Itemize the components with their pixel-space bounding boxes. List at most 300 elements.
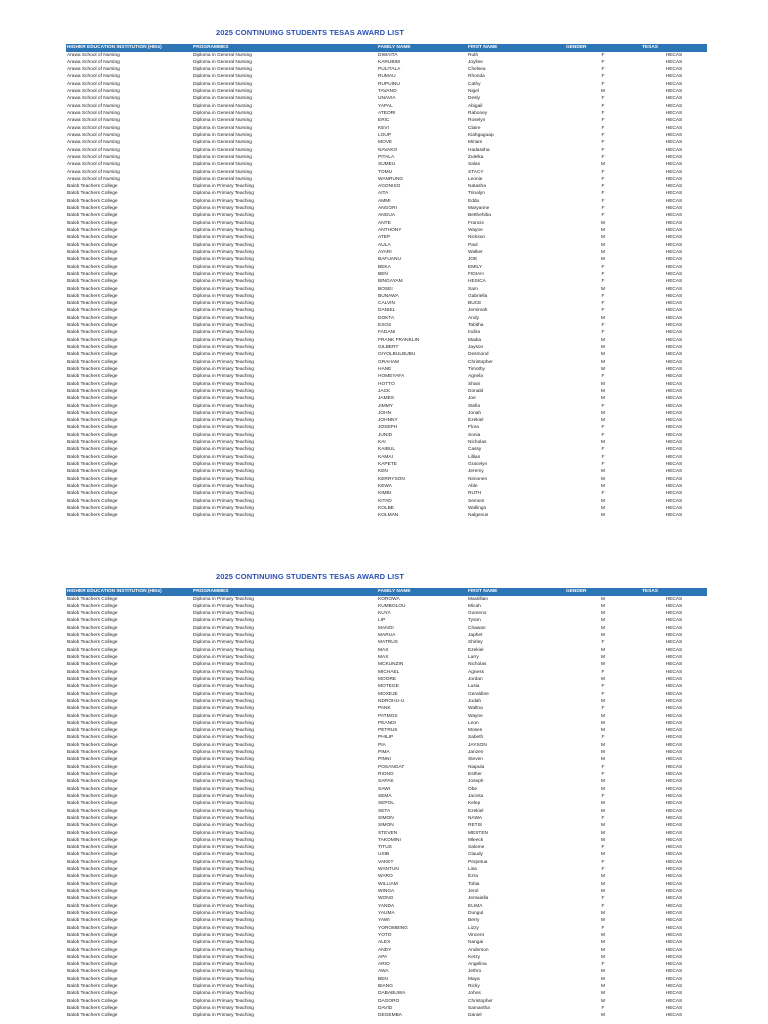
cell-family-name: KAIBUL bbox=[378, 447, 396, 453]
cell-family-name: VAKET bbox=[378, 859, 394, 865]
cell-family-name: TOMU bbox=[378, 169, 393, 175]
cell-first-name: Ricky bbox=[468, 984, 480, 990]
cell-tesas: HECAS bbox=[665, 198, 683, 204]
cell-tesas: HECAS bbox=[665, 918, 683, 924]
cell-hei: Balob Teachers College bbox=[67, 779, 118, 785]
cell-tesas: HECAS bbox=[665, 823, 683, 829]
cell-hei: Balob Teachers College bbox=[67, 1006, 118, 1011]
cell-gender: F bbox=[601, 793, 605, 799]
cell-tesas: HECAS bbox=[665, 432, 683, 438]
cell-family-name: LOUP bbox=[378, 132, 392, 138]
cell-gender: F bbox=[601, 147, 605, 153]
header-gender: GENDER bbox=[565, 44, 641, 52]
cell-gender: M bbox=[601, 984, 605, 990]
cell-family-name: MATRUS bbox=[378, 640, 398, 646]
cell-gender: M bbox=[601, 991, 605, 997]
cell-first-name: Jacinta bbox=[468, 793, 484, 799]
table-row bbox=[66, 307, 707, 314]
cell-tesas: HECAS bbox=[665, 618, 683, 624]
cell-first-name: Jethro bbox=[468, 969, 482, 975]
cell-family-name: MOVE bbox=[378, 140, 393, 146]
cell-family-name: ANDY bbox=[378, 947, 392, 953]
cell-programme: Diploma in Primary Teaching bbox=[193, 228, 254, 233]
cell-programme: Diploma in Primary Teaching bbox=[193, 235, 254, 241]
cell-tesas: HECAS bbox=[665, 969, 683, 975]
cell-hei: Balob Teachers College bbox=[67, 396, 118, 402]
cell-gender: M bbox=[601, 932, 605, 938]
cell-family-name: RUMAU bbox=[378, 74, 396, 80]
cell-hei: Balob Teachers College bbox=[67, 881, 118, 887]
cell-hei: Balob Teachers College bbox=[67, 925, 118, 931]
cell-programme: Diploma in General Nursing bbox=[193, 89, 252, 95]
cell-tesas: HECAS bbox=[665, 815, 683, 821]
cell-tesas: HECAS bbox=[665, 603, 683, 609]
cell-family-name: GRAHAM bbox=[378, 359, 400, 365]
cell-programme: Diploma in Primary Teaching bbox=[193, 742, 254, 748]
table-row bbox=[66, 837, 707, 844]
cell-tesas: HECAS bbox=[665, 345, 683, 350]
cell-programme: Diploma in Primary Teaching bbox=[193, 647, 254, 653]
cell-family-name: TAVANO bbox=[378, 89, 397, 95]
cell-hei: Balob Teachers College bbox=[67, 440, 118, 446]
table-row bbox=[66, 300, 707, 307]
cell-family-name: SAPAK bbox=[378, 779, 394, 785]
cell-family-name: PIA bbox=[378, 742, 386, 748]
table-row bbox=[66, 359, 707, 366]
cell-programme: Diploma in Primary Teaching bbox=[193, 815, 254, 821]
cell-programme: Diploma in Primary Teaching bbox=[193, 962, 254, 968]
table-row bbox=[66, 983, 707, 990]
cell-hei: Balob Teachers College bbox=[67, 418, 118, 424]
cell-family-name: KEVI bbox=[378, 125, 389, 131]
cell-family-name: YOROMBING bbox=[378, 925, 408, 931]
table-row bbox=[66, 512, 707, 519]
table-row bbox=[66, 81, 707, 88]
cell-first-name: Paul bbox=[468, 242, 478, 248]
cell-hei: Balob Teachers College bbox=[67, 381, 118, 387]
cell-programme: Diploma in Primary Teaching bbox=[193, 432, 254, 438]
table-row bbox=[66, 424, 707, 431]
cell-gender: M bbox=[601, 596, 605, 602]
cell-gender: F bbox=[601, 772, 605, 777]
table-row bbox=[66, 764, 707, 771]
cell-gender: F bbox=[601, 52, 605, 58]
cell-programme: Diploma in Primary Teaching bbox=[193, 684, 254, 690]
table-row bbox=[66, 669, 707, 676]
cell-hei: Balob Teachers College bbox=[67, 1013, 118, 1019]
cell-tesas: HECAS bbox=[665, 425, 683, 431]
cell-first-name: Hadassha bbox=[468, 147, 490, 153]
cell-hei: Balob Teachers College bbox=[67, 476, 118, 482]
cell-gender: M bbox=[601, 998, 605, 1004]
cell-family-name: KOLMAN bbox=[378, 513, 399, 519]
cell-first-name: Cassy bbox=[468, 447, 482, 453]
cell-gender: M bbox=[601, 618, 605, 624]
cell-hei: Balob Teachers College bbox=[67, 728, 118, 734]
table-row bbox=[66, 476, 707, 483]
cell-first-name: Ketzy bbox=[468, 954, 480, 960]
cell-tesas: HECAS bbox=[665, 206, 683, 212]
cell-gender: F bbox=[601, 96, 605, 102]
cell-tesas: HECAS bbox=[665, 154, 683, 160]
table-row bbox=[66, 505, 707, 512]
cell-programme: Diploma in Primary Teaching bbox=[193, 932, 254, 938]
cell-first-name: Semion bbox=[468, 498, 485, 504]
cell-programme: Diploma in Primary Teaching bbox=[193, 735, 254, 741]
table-row bbox=[66, 52, 707, 59]
cell-hei: Balob Teachers College bbox=[67, 235, 118, 241]
cell-gender: F bbox=[601, 735, 605, 741]
cell-family-name: BEN bbox=[378, 271, 388, 277]
cell-tesas: HECAS bbox=[665, 293, 683, 299]
cell-gender: M bbox=[601, 1013, 605, 1019]
cell-family-name: JOHNNY bbox=[378, 418, 398, 424]
cell-programme: Diploma in Primary Teaching bbox=[193, 676, 254, 682]
cell-hei: Arawa School of Nursing bbox=[67, 81, 120, 87]
cell-first-name: Waltna bbox=[468, 706, 483, 712]
table-row bbox=[66, 315, 707, 322]
cell-tesas: HECAS bbox=[665, 191, 683, 197]
header-programmes: PROGRAMMES bbox=[192, 588, 377, 596]
cell-first-name: Flora bbox=[468, 425, 479, 431]
cell-programme: Diploma in Primary Teaching bbox=[193, 271, 254, 277]
cell-first-name: Geraldine bbox=[468, 691, 489, 697]
cell-family-name: JACK bbox=[378, 388, 391, 394]
cell-tesas: HECAS bbox=[665, 954, 683, 960]
cell-tesas: HECAS bbox=[665, 859, 683, 865]
cell-programme: Diploma in General Nursing bbox=[193, 147, 252, 153]
cell-programme: Diploma in Primary Teaching bbox=[193, 896, 254, 902]
cell-gender: F bbox=[601, 118, 605, 124]
cell-first-name: Micah bbox=[468, 603, 481, 609]
table-header-row bbox=[66, 588, 707, 596]
cell-first-name: Andy bbox=[468, 315, 479, 321]
cell-hei: Balob Teachers College bbox=[67, 720, 118, 726]
cell-hei: Arawa School of Nursing bbox=[67, 103, 120, 109]
cell-first-name: Lizzy bbox=[468, 925, 479, 931]
table-row bbox=[66, 468, 707, 475]
cell-first-name: Leon bbox=[468, 720, 479, 726]
cell-first-name: Indira bbox=[468, 330, 480, 336]
cell-gender: M bbox=[601, 728, 605, 734]
cell-first-name: Madia bbox=[468, 337, 482, 343]
cell-gender: F bbox=[601, 81, 605, 87]
cell-family-name: ATEP bbox=[378, 235, 391, 241]
cell-family-name: TITUS bbox=[378, 845, 392, 851]
cell-first-name: Zulelka bbox=[468, 154, 484, 160]
cell-hei: Balob Teachers College bbox=[67, 889, 118, 894]
cell-programme: Diploma in Primary Teaching bbox=[193, 249, 254, 255]
cell-family-name: SIMON bbox=[378, 815, 394, 821]
cell-family-name: RUPUINU bbox=[378, 81, 400, 87]
cell-first-name: Ezra bbox=[468, 874, 478, 880]
cell-family-name: YAUMA bbox=[378, 910, 395, 916]
cell-tesas: HECAS bbox=[665, 750, 683, 756]
cell-programme: Diploma in Primary Teaching bbox=[193, 889, 254, 894]
cell-family-name: PITALA bbox=[378, 154, 395, 160]
cell-family-name: KAMAI bbox=[378, 454, 393, 460]
table-row bbox=[66, 800, 707, 807]
table-row bbox=[66, 117, 707, 124]
cell-tesas: HECAS bbox=[665, 242, 683, 248]
cell-programme: Diploma in Primary Teaching bbox=[193, 691, 254, 697]
cell-gender: F bbox=[601, 184, 605, 190]
table-row bbox=[66, 888, 707, 895]
cell-family-name: BEN bbox=[378, 976, 388, 982]
cell-programme: Diploma in Primary Teaching bbox=[193, 750, 254, 756]
cell-tesas: HECAS bbox=[665, 125, 683, 131]
cell-first-name: Lisa bbox=[468, 867, 477, 873]
cell-first-name: Salas bbox=[468, 162, 480, 168]
cell-first-name: Maryanne bbox=[468, 206, 490, 212]
cell-family-name: WILLIAM bbox=[378, 881, 398, 887]
cell-family-name: KITAD bbox=[378, 498, 392, 504]
cell-hei: Balob Teachers College bbox=[67, 669, 118, 675]
cell-programme: Diploma in Primary Teaching bbox=[193, 462, 254, 467]
cell-gender: F bbox=[601, 330, 605, 336]
cell-first-name: Sam bbox=[468, 286, 478, 292]
cell-gender: F bbox=[601, 279, 605, 285]
cell-tesas: HECAS bbox=[665, 235, 683, 241]
cell-family-name: GIYOLBULBUBU bbox=[378, 352, 416, 358]
cell-programme: Diploma in Primary Teaching bbox=[193, 301, 254, 307]
table-row bbox=[66, 610, 707, 617]
cell-programme: Diploma in Primary Teaching bbox=[193, 633, 254, 639]
table-row bbox=[66, 88, 707, 95]
cell-first-name: Claudy bbox=[468, 852, 483, 858]
cell-hei: Balob Teachers College bbox=[67, 286, 118, 292]
cell-family-name: ATEORI bbox=[378, 111, 396, 116]
cell-hei: Balob Teachers College bbox=[67, 969, 118, 975]
table-row bbox=[66, 661, 707, 668]
table-row bbox=[66, 286, 707, 293]
cell-tesas: HECAS bbox=[665, 793, 683, 799]
cell-first-name: Raboney bbox=[468, 111, 488, 116]
cell-gender: F bbox=[601, 169, 605, 175]
cell-hei: Arawa School of Nursing bbox=[67, 59, 120, 65]
cell-programme: Diploma in Primary Teaching bbox=[193, 830, 254, 836]
cell-first-name: Claire bbox=[468, 125, 481, 131]
table-row bbox=[66, 329, 707, 336]
cell-gender: M bbox=[601, 366, 605, 372]
cell-family-name: AWA bbox=[378, 969, 389, 975]
cell-first-name: Daniel bbox=[468, 1013, 482, 1019]
cell-hei: Balob Teachers College bbox=[67, 454, 118, 460]
cell-first-name: Walker bbox=[468, 249, 483, 255]
cell-hei: Balob Teachers College bbox=[67, 691, 118, 697]
table-row bbox=[66, 278, 707, 285]
table-row bbox=[66, 968, 707, 975]
cell-hei: Balob Teachers College bbox=[67, 984, 118, 990]
cell-gender: M bbox=[601, 381, 605, 387]
cell-first-name: Miriam bbox=[468, 140, 483, 146]
cell-family-name: JIMMY bbox=[378, 403, 393, 409]
cell-first-name: Chelsea bbox=[468, 67, 486, 73]
table-row bbox=[66, 110, 707, 117]
table-row bbox=[66, 742, 707, 749]
cell-tesas: HECAS bbox=[665, 640, 683, 646]
cell-tesas: HECAS bbox=[665, 184, 683, 190]
table-row bbox=[66, 859, 707, 866]
cell-gender: M bbox=[601, 852, 605, 858]
cell-tesas: HECAS bbox=[665, 735, 683, 741]
cell-tesas: HECAS bbox=[665, 228, 683, 233]
cell-programme: Diploma in Primary Teaching bbox=[193, 625, 254, 631]
table-row bbox=[66, 808, 707, 815]
cell-first-name: Nicholas bbox=[468, 662, 487, 668]
cell-first-name: Jayson bbox=[468, 345, 484, 350]
cell-family-name: TAKOMINI bbox=[378, 837, 401, 843]
cell-first-name: Joseph bbox=[468, 779, 484, 785]
cell-programme: Diploma in General Nursing bbox=[193, 169, 252, 175]
cell-family-name: WANTUN bbox=[378, 867, 399, 873]
cell-tesas: HECAS bbox=[665, 772, 683, 777]
cell-programme: Diploma in Primary Teaching bbox=[193, 498, 254, 504]
cell-hei: Balob Teachers College bbox=[67, 352, 118, 358]
cell-gender: M bbox=[601, 757, 605, 763]
cell-gender: F bbox=[601, 845, 605, 851]
cell-tesas: HECAS bbox=[665, 118, 683, 124]
cell-tesas: HECAS bbox=[665, 264, 683, 270]
cell-tesas: HECAS bbox=[665, 867, 683, 873]
table-row bbox=[66, 881, 707, 888]
cell-programme: Diploma in Primary Teaching bbox=[193, 410, 254, 416]
cell-first-name: Shirley bbox=[468, 640, 483, 646]
cell-family-name: WINGA bbox=[378, 889, 395, 894]
cell-tesas: HECAS bbox=[665, 684, 683, 690]
cell-family-name: CALVIN bbox=[378, 301, 395, 307]
cell-family-name: ANGORI bbox=[378, 206, 397, 212]
table-row bbox=[66, 625, 707, 632]
cell-first-name: Ezekiel bbox=[468, 647, 484, 653]
header-family-name: FAMILY NAME bbox=[377, 44, 467, 52]
cell-hei: Balob Teachers College bbox=[67, 932, 118, 938]
cell-first-name: Desly bbox=[468, 96, 480, 102]
cell-hei: Arawa School of Nursing bbox=[67, 125, 120, 131]
cell-tesas: HECAS bbox=[665, 213, 683, 219]
cell-family-name: MOXEJE bbox=[378, 691, 398, 697]
cell-hei: Balob Teachers College bbox=[67, 742, 118, 748]
cell-gender: F bbox=[601, 454, 605, 460]
table-row bbox=[66, 786, 707, 793]
cell-hei: Balob Teachers College bbox=[67, 859, 118, 865]
cell-first-name: Rhonda bbox=[468, 74, 485, 80]
table-row bbox=[66, 873, 707, 880]
cell-first-name: Moses bbox=[468, 728, 483, 734]
table-row bbox=[66, 910, 707, 917]
cell-hei: Balob Teachers College bbox=[67, 403, 118, 409]
cell-programme: Diploma in Primary Teaching bbox=[193, 786, 254, 792]
cell-gender: F bbox=[601, 213, 605, 219]
cell-tesas: HECAS bbox=[665, 89, 683, 95]
cell-family-name: KAI bbox=[378, 440, 386, 446]
cell-tesas: HECAS bbox=[665, 662, 683, 668]
cell-tesas: HECAS bbox=[665, 655, 683, 660]
table-row bbox=[66, 212, 707, 219]
table-row bbox=[66, 691, 707, 698]
cell-programme: Diploma in Primary Teaching bbox=[193, 859, 254, 865]
table-row bbox=[66, 381, 707, 388]
cell-programme: Diploma in Primary Teaching bbox=[193, 206, 254, 212]
cell-programme: Diploma in General Nursing bbox=[193, 103, 252, 109]
table-row bbox=[66, 198, 707, 205]
cell-gender: M bbox=[601, 337, 605, 343]
cell-tesas: HECAS bbox=[665, 1013, 683, 1019]
cell-family-name: ARIO bbox=[378, 962, 390, 968]
cell-first-name: Sonia bbox=[468, 432, 481, 438]
cell-family-name: YAWI bbox=[378, 918, 390, 924]
cell-hei: Balob Teachers College bbox=[67, 271, 118, 277]
cell-tesas: HECAS bbox=[665, 440, 683, 446]
cell-family-name: HOTTO bbox=[378, 381, 395, 387]
cell-hei: Balob Teachers College bbox=[67, 345, 118, 350]
cell-family-name: JAMES bbox=[378, 396, 394, 402]
cell-first-name: Japhet bbox=[468, 633, 483, 639]
cell-gender: M bbox=[601, 969, 605, 975]
cell-family-name: RIONG bbox=[378, 772, 394, 777]
cell-programme: Diploma in Primary Teaching bbox=[193, 315, 254, 321]
cell-programme: Diploma in Primary Teaching bbox=[193, 286, 254, 292]
cell-programme: Diploma in Primary Teaching bbox=[193, 801, 254, 807]
cell-hei: Balob Teachers College bbox=[67, 315, 118, 321]
cell-hei: Balob Teachers College bbox=[67, 793, 118, 799]
cell-family-name: SAWI bbox=[378, 786, 391, 792]
cell-first-name: Nimonen bbox=[468, 476, 488, 482]
cell-gender: F bbox=[601, 1006, 605, 1011]
cell-programme: Diploma in Primary Teaching bbox=[193, 359, 254, 365]
cell-family-name: PANK bbox=[378, 706, 391, 712]
cell-programme: Diploma in Primary Teaching bbox=[193, 454, 254, 460]
table-row bbox=[66, 242, 707, 249]
cell-programme: Diploma in Primary Teaching bbox=[193, 184, 254, 190]
header-hei: HIGHER EDUCATION INSTITUTION (HEIs) bbox=[66, 44, 192, 52]
cell-hei: Balob Teachers College bbox=[67, 410, 118, 416]
cell-gender: F bbox=[601, 962, 605, 968]
table-row bbox=[66, 461, 707, 468]
cell-tesas: HECAS bbox=[665, 611, 683, 617]
cell-hei: Balob Teachers College bbox=[67, 633, 118, 639]
table-row bbox=[66, 190, 707, 197]
cell-tesas: HECAS bbox=[665, 837, 683, 843]
table-row bbox=[66, 344, 707, 351]
cell-hei: Balob Teachers College bbox=[67, 184, 118, 190]
header-tesas: TESAS bbox=[641, 588, 707, 596]
cell-hei: Balob Teachers College bbox=[67, 359, 118, 365]
cell-first-name: Wayne bbox=[468, 713, 483, 719]
cell-hei: Balob Teachers College bbox=[67, 257, 118, 263]
table-row bbox=[66, 939, 707, 946]
cell-first-name: Perpetua bbox=[468, 859, 488, 865]
cell-programme: Diploma in Primary Teaching bbox=[193, 447, 254, 453]
cell-programme: Diploma in Primary Teaching bbox=[193, 706, 254, 712]
table-row bbox=[66, 617, 707, 624]
cell-tesas: HECAS bbox=[665, 381, 683, 387]
cell-hei: Balob Teachers College bbox=[67, 786, 118, 792]
cell-tesas: HECAS bbox=[665, 81, 683, 87]
cell-gender: F bbox=[601, 293, 605, 299]
cell-programme: Diploma in Primary Teaching bbox=[193, 698, 254, 704]
cell-family-name: BOSEI bbox=[378, 286, 393, 292]
cell-first-name: Christopher bbox=[468, 359, 493, 365]
cell-family-name: ERIC bbox=[378, 118, 390, 124]
cell-gender: F bbox=[601, 706, 605, 712]
table-row bbox=[66, 713, 707, 720]
cell-tesas: HECAS bbox=[665, 308, 683, 314]
cell-programme: Diploma in Primary Teaching bbox=[193, 618, 254, 624]
cell-hei: Balob Teachers College bbox=[67, 513, 118, 519]
cell-gender: M bbox=[601, 483, 605, 489]
cell-family-name: MOORE bbox=[378, 676, 397, 682]
